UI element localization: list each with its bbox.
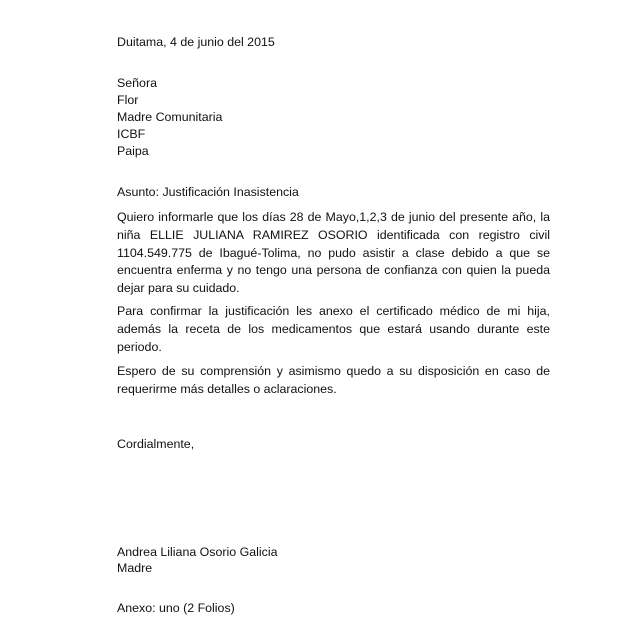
signature-role: Madre	[117, 561, 153, 575]
signature-name: Andrea Liliana Osorio Galicia	[117, 545, 278, 559]
recipient-name: Flor	[117, 93, 139, 107]
annex-line: Anexo: uno (2 Folios)	[117, 601, 235, 615]
recipient-city: Paipa	[117, 144, 149, 158]
body-paragraph-3: Espero de su comprensión y asimismo quedo a su disposición en caso de requerirme más detalles o aclaraciones.	[117, 364, 550, 396]
recipient-salutation: Señora	[117, 76, 157, 90]
body-paragraph-1: Quiero informarle que los días 28 de Mayo,1,2,3 de junio del presente año, la niña ELLIE JULIANA RAMIREZ OSORIO identificada con registro civil 1104.549.775 de Ibagué-Tolima, no pudo asistir a clase debido a que se encuentra enferma y no tengo una persona de confianza con quien la pueda dejar para su cuidado.	[117, 210, 550, 296]
body-paragraph-2: Para confirmar la justificación les anexo el certificado médico de mi hija, además la receta de los medicamentos que estará usando durante este periodo.	[117, 304, 550, 354]
recipient-role: Madre Comunitaria	[117, 110, 223, 124]
subject-line: Asunto: Justificación Inasistencia	[117, 185, 299, 199]
date-line: Duitama, 4 de junio del 2015	[117, 35, 275, 49]
recipient-organization: ICBF	[117, 127, 146, 141]
closing: Cordialmente,	[117, 437, 195, 451]
